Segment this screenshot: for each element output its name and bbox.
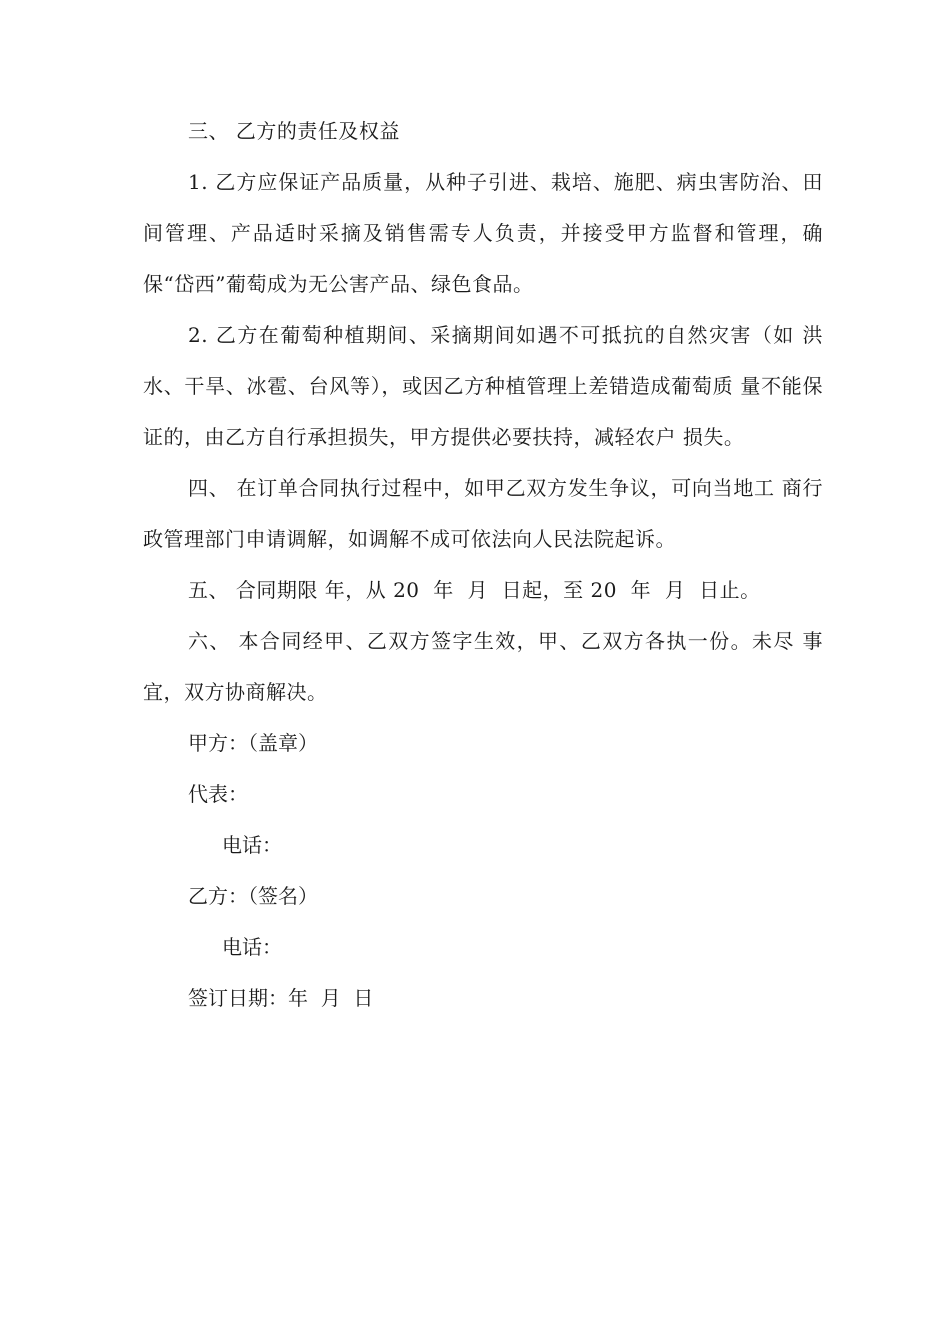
section-3-heading: 三、 乙方的责任及权益	[188, 119, 400, 143]
clause-3-2: 2. 乙方在葡萄种植期间、采摘期间如遇不可抵抗的自然灾害（如 洪水、干旱、冰雹、台风等），或因乙方种植管理上差错造成葡萄质 量不能保证的，由乙方自行承担损失，甲方提供必要扶持，减轻农户 损失。	[143, 323, 823, 449]
signing-date-label: 签订日期：年 月 日	[188, 986, 374, 1010]
party-a-phone-label: 电话：	[222, 833, 282, 857]
party-b-phone-label: 电话：	[222, 935, 282, 959]
party-b-label: 乙方：（签名）	[188, 884, 318, 908]
document-body	[143, 106, 823, 1024]
clause-3-1: 1. 乙方应保证产品质量，从种子引进、栽培、施肥、病虫害防治、田间管理、产品适时采摘及销售需专人负责，并接受甲方监督和管理，确保“岱西”葡萄成为无公害产品、绿色食品。	[143, 170, 823, 296]
section-5-term: 五、 合同期限 年，从 20 年 月 日起，至 20 年 月 日止。	[188, 578, 761, 602]
section-6-effect: 六、 本合同经甲、乙双方签字生效，甲、乙双方各执一份。未尽 事宜，双方协商解决。	[143, 629, 823, 704]
party-a-label: 甲方：（盖章）	[188, 731, 318, 755]
representative-label: 代表：	[188, 782, 248, 806]
section-4-dispute: 四、 在订单合同执行过程中，如甲乙双方发生争议，可向当地工 商行政管理部门申请调解，如调解不成可依法向人民法院起诉。	[143, 476, 823, 551]
